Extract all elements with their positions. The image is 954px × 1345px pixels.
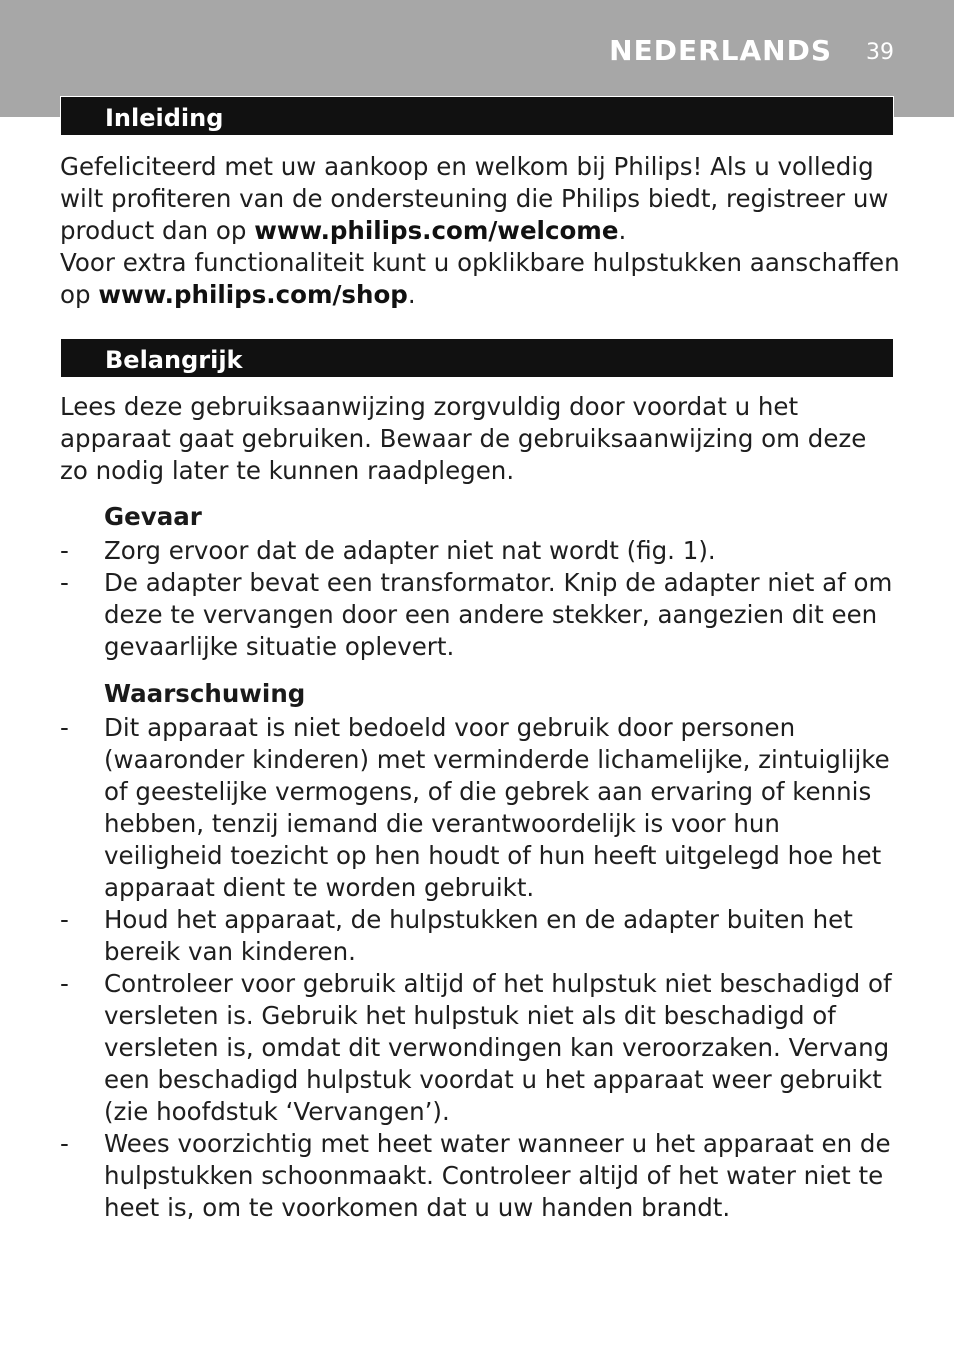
page-number: 39 (866, 40, 894, 65)
intro-line: Voor extra functionaliteit kunt u opklikbare hulpstukken aanschaffen op (60, 248, 900, 309)
language-heading: NEDERLANDS (609, 34, 832, 67)
list-item: - De adapter bevat een transformator. Knip de adapter niet af om deze te vervangen door een andere stekker, aangezien dit een gevaarlijke situatie oplevert. (60, 567, 900, 663)
danger-heading: Gevaar (104, 502, 202, 531)
punct: . (618, 216, 627, 245)
important-paragraph: Lees deze gebruiksaanwijzing zorgvuldig door voordat u het apparaat gaat gebruiken. Bewaar de gebruiksaanwijzing om deze zo nodig later te kunnen raadplegen. (60, 392, 867, 485)
list-item: - Houd het apparaat, de hulpstukken en de adapter buiten het bereik van kinderen. (60, 904, 900, 968)
list-item: - Controleer voor gebruik altijd of het hulpstuk niet beschadigd of versleten is. Gebruik het hulpstuk niet als dit beschadigd of versleten is, omdat dit verwondingen kan veroorzaken. Vervang een beschadigd hulpstuk voordat u het apparaat weer gebruikt (zie hoofdstuk ‘Vervangen’). (60, 968, 900, 1128)
list-item: - Dit apparaat is niet bedoeld voor gebruik door personen (waaronder kinderen) met verminderde lichamelijke, zintuiglijke of geestelijke vermogens, of die gebrek aan ervaring of kennis hebben, tenzij iemand die verantwoordelijk is voor hun veiligheid toezicht op hen houdt of hun heeft uitgelegd hoe het apparaat dient te worden gebruikt. (60, 712, 900, 904)
section-bar-inleiding (60, 96, 894, 136)
intro-paragraph-2 (60, 247, 900, 311)
intro-text (60, 151, 900, 311)
section-title: Inleiding (105, 104, 224, 132)
welcome-link[interactable]: www.philips.com/welcome (254, 216, 619, 245)
intro-paragraph-1 (60, 151, 900, 247)
shop-link[interactable]: www.philips.com/shop (98, 280, 408, 309)
danger-list (60, 535, 900, 663)
warning-heading: Waarschuwing (104, 679, 306, 708)
section-title: Belangrijk (105, 346, 243, 374)
warning-list (60, 712, 900, 1224)
section-bar-belangrijk (60, 338, 894, 378)
punct: . (407, 280, 416, 309)
list-item: - Zorg ervoor dat de adapter niet nat wordt (fig. 1). (60, 535, 900, 567)
important-text (60, 391, 900, 487)
intro-line: Gefeliciteerd met uw aankoop en welkom bij Philips! Als u volledig wilt profiteren van de ondersteuning die Philips biedt, registreer uw product dan op (60, 152, 889, 245)
list-item: - Wees voorzichtig met heet water wanneer u het apparaat en de hulpstukken schoonmaakt. Controleer altijd of het water niet te heet is, om te voorkomen dat u uw handen brandt. (60, 1128, 900, 1224)
